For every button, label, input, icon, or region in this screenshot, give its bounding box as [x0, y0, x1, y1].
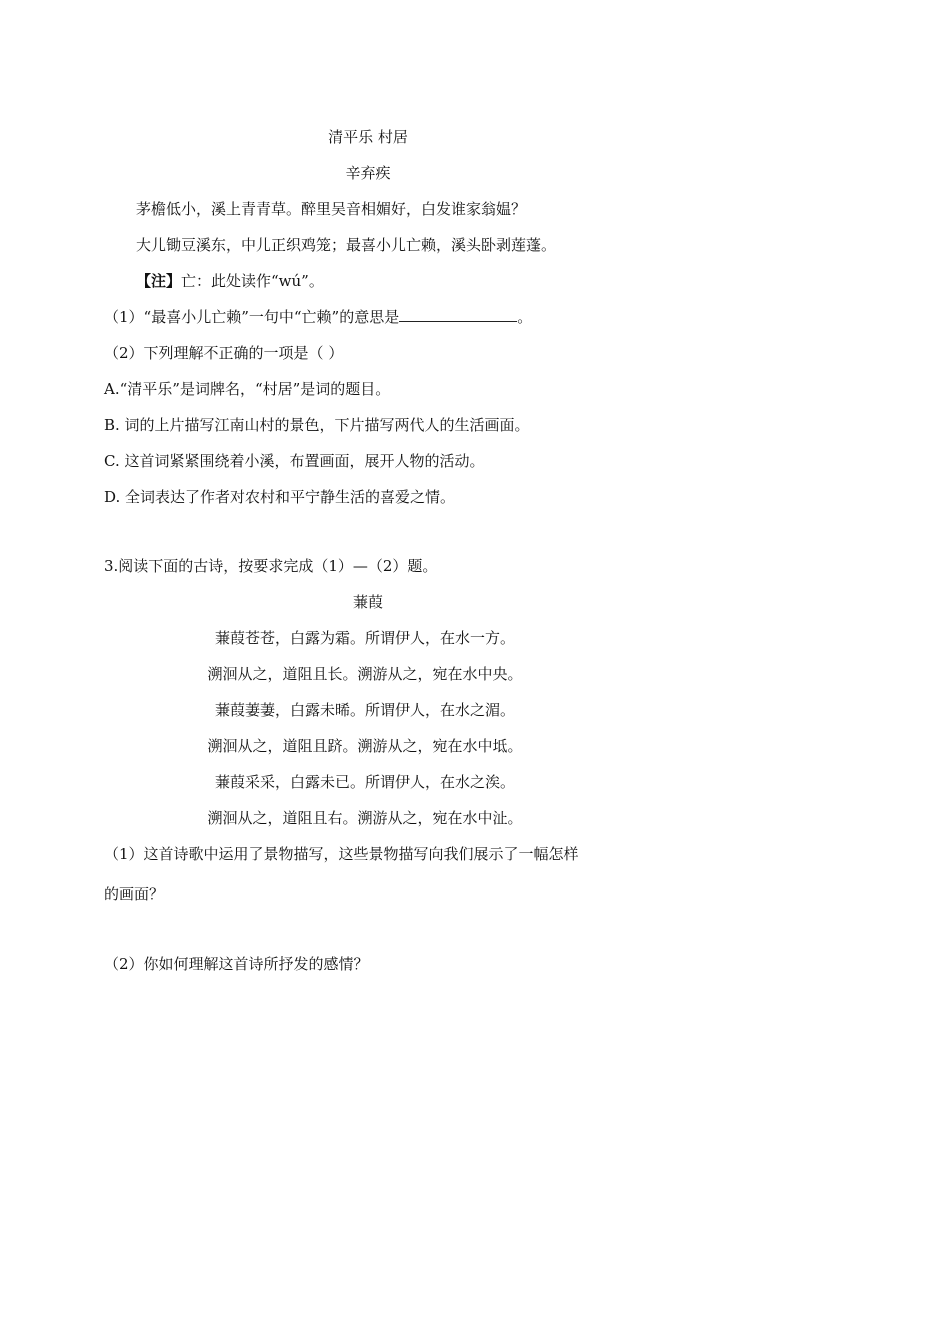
section3-question-1: （1）这首诗歌中运用了景物描写，这些景物描写向我们展示了一幅怎样: [104, 845, 579, 863]
answer-blank[interactable]: [399, 307, 517, 322]
poem1-note: [136, 271, 324, 291]
poem1-line: 大儿锄豆溪东，中儿正织鸡笼；最喜小儿亡赖，溪头卧剥莲蓬。: [136, 236, 557, 254]
option-a: A.“清平乐”是词牌名，“村居”是词的题目。: [104, 380, 391, 398]
option-b: B. 词的上片描写江南山村的景色，下片描写两代人的生活画面。: [104, 416, 530, 434]
section3-heading: 3.阅读下面的古诗，按要求完成（1）—（2）题。: [104, 557, 438, 575]
note-text: 亡：此处读作“wú”。: [181, 272, 324, 290]
option-d: D. 全词表达了作者对农村和平宁静生活的喜爱之情。: [104, 488, 456, 506]
question-2-prompt: （2）下列理解不正确的一项是（ ）: [104, 344, 344, 362]
question-1: （1）“最喜小儿亡赖”一句中“亡赖”的意思是 。: [104, 308, 533, 326]
section3-question-1-cont: 的画面？: [104, 885, 165, 903]
note-tag: 【注】: [136, 272, 182, 290]
poem1-line: 茅檐低小，溪上青青草。醉里吴音相媚好，白发谁家翁媪？: [136, 200, 527, 218]
section3-question-2: （2）你如何理解这首诗所抒发的感情？: [104, 955, 369, 973]
option-c: C. 这首词紧紧围绕着小溪，布置画面，展开人物的活动。: [104, 452, 485, 470]
